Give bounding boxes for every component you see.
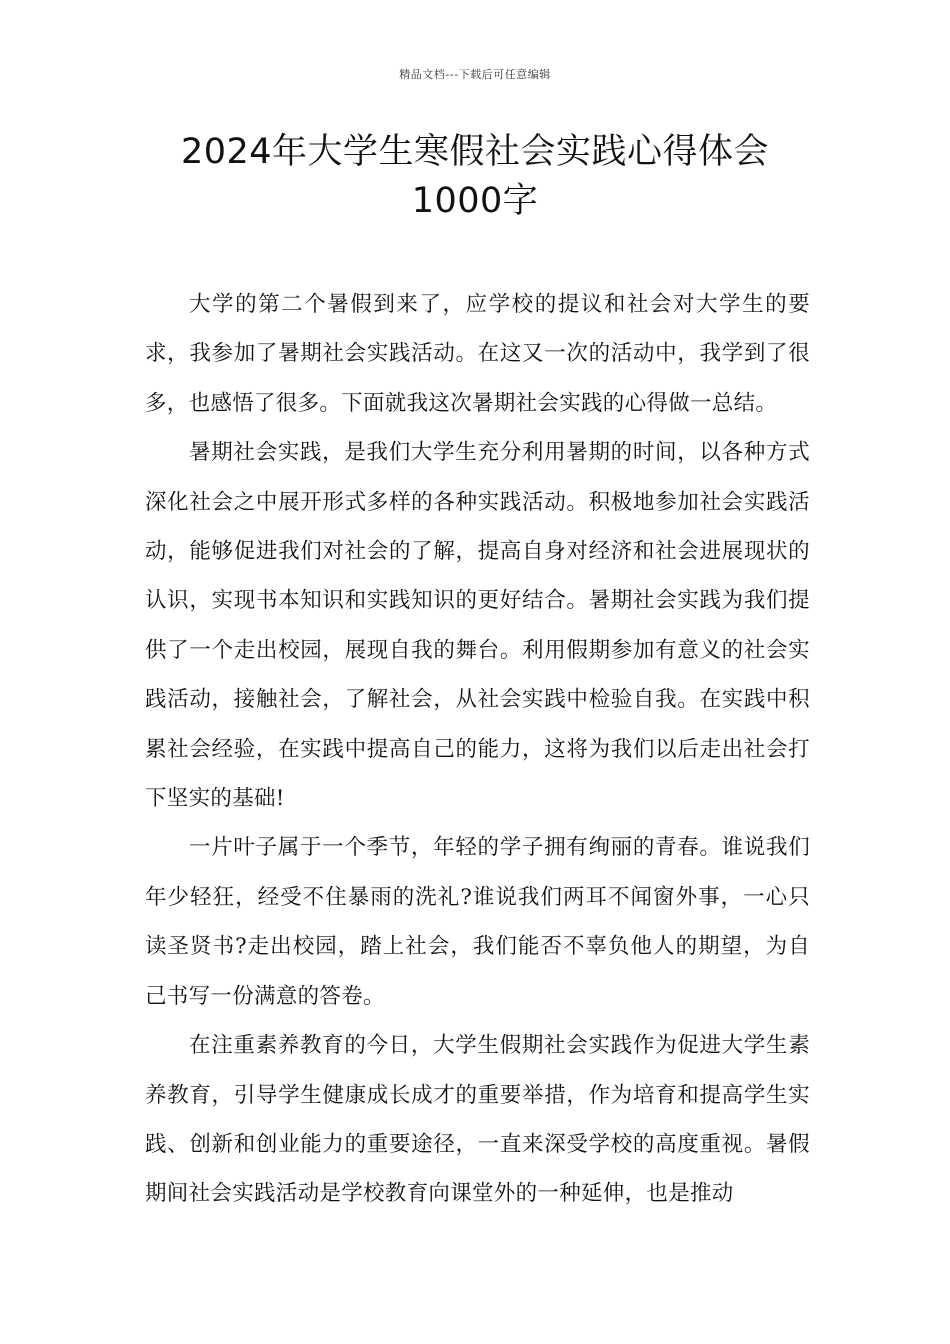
document-title: 2024年大学生寒假社会实践心得体会1000字 bbox=[180, 132, 770, 221]
document-body bbox=[145, 280, 810, 1219]
paragraph-1: 大学的第二个暑假到来了，应学校的提议和社会对大学生的要求，我参加了暑期社会实践活动。在这又一次的活动中，我学到了很多，也感悟了很多。下面就我这次暑期社会实践的心得做一总结。 bbox=[145, 292, 810, 416]
paragraph-3: 一片叶子属于一个季节，年轻的学子拥有绚丽的青春。谁说我们年少轻狂，经受不住暴雨的洗礼?谁说我们两耳不闻窗外事，一心只读圣贤书?走出校园，踏上社会，我们能否不辜负他人的期望，为自己书写一份满意的答卷。 bbox=[145, 835, 810, 1009]
paragraph-2: 暑期社会实践，是我们大学生充分利用暑期的时间，以各种方式深化社会之中展开形式多样的各种实践活动。积极地参加社会实践活动，能够促进我们对社会的了解，提高自身对经济和社会进展现状的认识，实现书本知识和实践知识的更好结合。暑期社会实践为我们提供了一个走出校园，展现自我的舞台。利用假期参加有意义的社会实践活动，接触社会，了解社会，从社会实践中检验自我。在实践中积累社会经验，在实践中提高自己的能力，这将为我们以后走出社会打下坚实的基础! bbox=[145, 440, 810, 812]
header-note: 精品文档---下载后可任意编辑 bbox=[399, 68, 551, 81]
paragraph-4: 在注重素养教育的今日，大学生假期社会实践作为促进大学生素养教育，引导学生健康成长成才的重要举措，作为培育和提高学生实践、创新和创业能力的重要途径，一直来深受学校的高度重视。暑假期间社会实践活动是学校教育向课堂外的一种延伸，也是推动 bbox=[145, 1033, 810, 1207]
